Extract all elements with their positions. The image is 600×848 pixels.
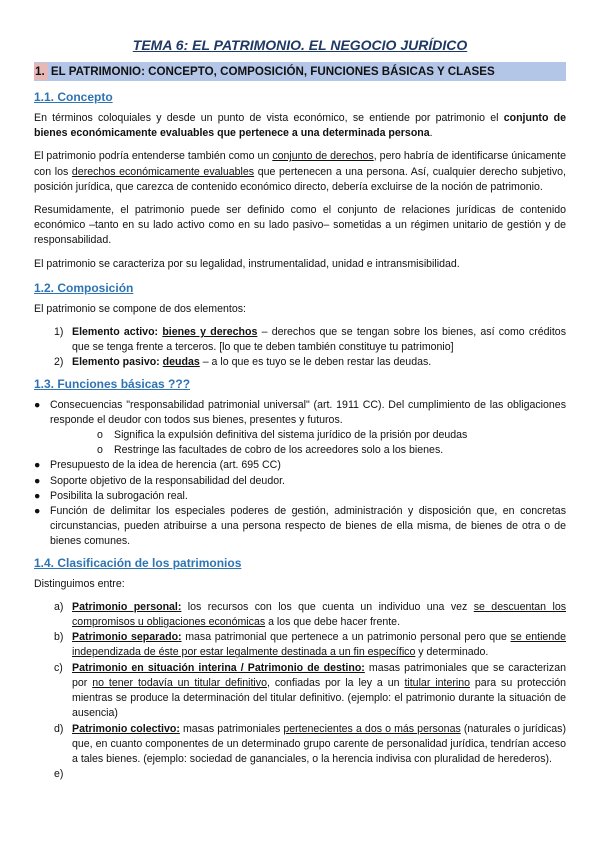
text-run: Elemento activo: (72, 326, 163, 339)
text-run: Patrimonio colectivo: (72, 722, 180, 735)
text-run: Posibilita la subrogación real. (50, 489, 188, 502)
text-run: se entiende independizada de éste por estar legalmente destinada a un fin específico (72, 631, 567, 659)
text-run: para su protección mientras se produce la determinación del titular definitivo. (ejemplo: el patrimonio durante la situación de ausencia) (72, 676, 567, 720)
text-run: En términos coloquiales y desde un punto de vista económico, se entiende por patrimonio el (34, 112, 504, 124)
numbered-list (34, 600, 566, 782)
text-run: se descuentan los compromisos u obligaciones económicas (72, 600, 567, 629)
text-run: conjunto de bienes económicamente evaluables que pertenece a una determinada persona (34, 112, 566, 140)
text-run: , pero habría de identificarse únicamente con los (34, 150, 566, 178)
text-run: Elemento pasivo: (72, 356, 163, 369)
text-run: , confiadas por la ley a un (266, 676, 405, 689)
text-run: – derechos que se tengan sobre los bienes, así como créditos que se tenga frente a terceros. [lo que te deben también constituye tu patrimonio] (72, 326, 566, 354)
list-marker: o (97, 429, 103, 442)
subsection-heading: 1.3. Funciones básicas ??? (34, 376, 191, 391)
text-run: Patrimonio en situación interina / Patrimonio de destino: (72, 661, 365, 674)
subsection-heading: 1.2. Composición (34, 280, 134, 295)
list-item (97, 443, 566, 458)
list-marker: o (97, 444, 103, 457)
text-run: El patrimonio se caracteriza por su legalidad, instrumentalidad, unidad e intransmisibilidad. (34, 257, 460, 270)
list-item (54, 630, 567, 660)
list-item (34, 474, 566, 489)
document-title: TEMA 6: EL PATRIMONIO. EL NEGOCIO JURÍDICO (132, 37, 468, 53)
paragraph (34, 257, 566, 272)
subsection-heading: 1.4. Clasificación de los patrimonios (34, 555, 242, 570)
text-run: y determinado. (415, 646, 489, 659)
text-run: masa patrimonial que pertenece a un patrimonio personal pero que (181, 631, 511, 644)
subsection-heading: 1.1. Concepto (34, 90, 113, 104)
paragraph (34, 577, 566, 592)
text-run: no tener todavía un titular definitivo (92, 676, 267, 689)
list-item (34, 458, 566, 473)
text-run: Patrimonio personal: (72, 600, 182, 613)
list-item (34, 504, 566, 550)
bullet-list (34, 398, 566, 550)
list-item (54, 722, 567, 768)
list-marker: ● (34, 474, 41, 487)
list-item (54, 325, 566, 355)
text-run: Significa la expulsión definitiva del sistema jurídico de la prisión por deudas (114, 429, 468, 442)
text-run: Consecuencias "responsabilidad patrimonial universal" (art. 1911 CC). Del cumplimiento de las obligaciones responde el deudor con todos sus bienes, presentes y futuros. (50, 398, 566, 426)
list-marker: ● (34, 398, 41, 411)
numbered-list (34, 325, 566, 371)
text-run: masas patrimoniales que se caracterizan por (72, 661, 566, 689)
list-item (34, 398, 566, 428)
section-heading (34, 62, 566, 81)
list-item (34, 489, 566, 504)
text-run: El patrimonio podría entenderse también como un (34, 150, 273, 163)
list-marker: b) (54, 631, 64, 644)
list-marker: 2) (54, 356, 64, 369)
text-run: Patrimonio separado: (72, 631, 182, 644)
list-item (97, 428, 566, 443)
text-run: derechos económicamente evaluables (71, 165, 255, 178)
paragraph (34, 302, 566, 317)
list-item (54, 355, 566, 370)
paragraph (34, 111, 566, 141)
text-run: (naturales o jurídicas) que, en cuanto componentes de un determinado grupo carente de personalidad jurídica, tendrían acceso a tales bienes. (ejemplo: sociedad de gananciales, o la herencia indivisa con pluralidad de herederos). (72, 722, 567, 765)
text-run: . (429, 127, 433, 140)
list-marker: c) (54, 661, 63, 674)
text-run: pertenecientes a dos o más personas (283, 722, 461, 735)
text-run: masas patrimoniales (179, 722, 284, 735)
list-marker: ● (34, 459, 41, 472)
text-run: los recursos con los que cuenta un individuo una vez (181, 600, 474, 613)
section-title: EL PATRIMONIO: CONCEPTO, COMPOSICIÓN, FUNCIONES BÁSICAS Y CLASES (50, 65, 495, 78)
text-run: bienes y derechos (162, 326, 258, 339)
text-run: Función de delimitar los especiales poderes de gestión, administración y disposición que, en concretas circunstancias, pueden atribuirse a una persona respecto de bienes de ella misma, de bienes de otra o de bienes comunes. (50, 505, 566, 548)
text-run: titular interino (404, 676, 470, 689)
list-marker: 1) (54, 326, 64, 339)
text-run: – a lo que es tuyo se le deben restar las deudas. (199, 356, 432, 369)
list-marker: ● (34, 489, 41, 502)
text-run: El patrimonio se compone de dos elementos: (34, 302, 246, 315)
text-run: Restringe las facultades de cobro de los acreedores solo a los bienes. (114, 444, 444, 457)
list-marker: a) (54, 600, 64, 613)
text-run: Distinguimos entre: (34, 577, 125, 590)
text-run: Soporte objetivo de la responsabilidad del deudor. (50, 474, 285, 487)
list-marker: ● (34, 505, 41, 518)
text-run: conjunto de derechos (272, 150, 374, 163)
text-run: a los que debe hacer frente. (265, 616, 401, 629)
text-run: deudas (162, 356, 200, 369)
paragraph (34, 149, 566, 195)
list-marker: d) (54, 722, 64, 735)
text-run: Resumidamente, el patrimonio puede ser definido como el conjunto de relaciones jurídicas de contenido económico –tanto en su lado activo como en su lado pasivo– sometidas a un régimen unitario de gestión y de responsabilidad. (34, 204, 566, 247)
section-number: 1. (34, 63, 48, 80)
list-item (54, 767, 566, 782)
text-run: Presupuesto de la idea de herencia (art. 695 CC) (50, 459, 281, 472)
list-marker: e) (54, 768, 64, 781)
document-body (34, 89, 566, 782)
list-item (54, 600, 567, 630)
paragraph (34, 203, 566, 249)
list-item (54, 661, 567, 722)
text-run: que pertenecen a una persona. Así, cualquier derecho subjetivo, posición jurídica, que carezca de contenido económico directo, debería excluirse de la noción de patrimonio. (34, 165, 566, 193)
